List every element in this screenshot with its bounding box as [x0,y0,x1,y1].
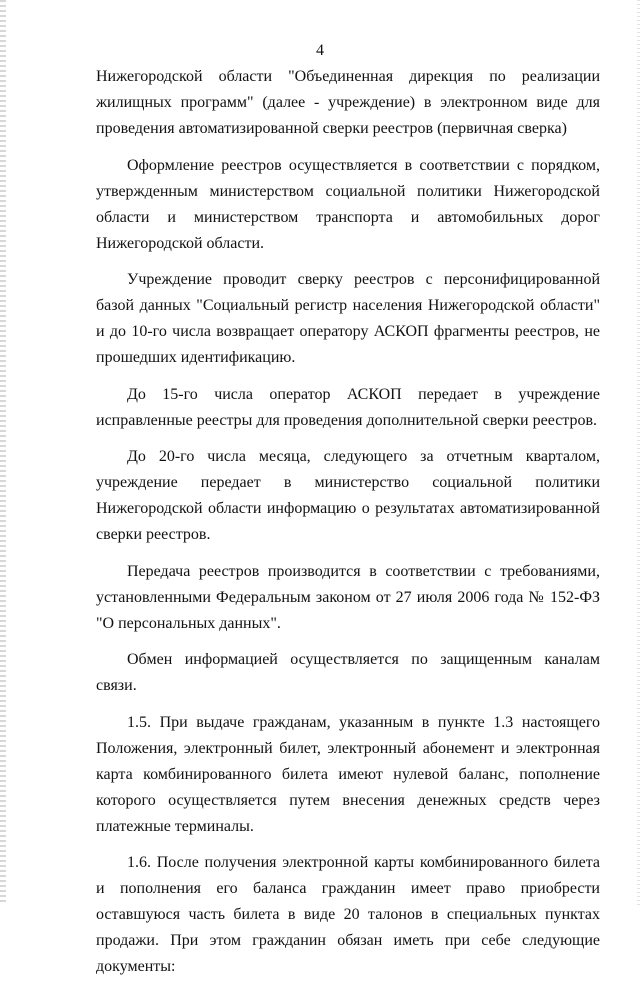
page-number: 4 [316,42,324,59]
scan-edge-left [0,0,6,905]
document-body [96,64,600,991]
paragraph-clause-1-6: 1.6. После получения электронной карты комбинированного билета и пополнения его баланса гражданин имеет право приобрести оставшуюся часть билета в виде 20 талонов в специальных пунктах продажи. При этом гражданин обязан иметь при себе следующие документы: [96,854,600,975]
paragraph: Учреждение проводит сверку реестров с персонифицированной базой данных "Социальный регистр населения Нижегородской области" и до 10-го числа возвращает оператору АСКОП фрагменты реестров, не прошедших идентификацию. [96,271,600,366]
paragraph: До 15-го числа оператор АСКОП передает в учреждение исправленные реестры для проведения дополнительной сверки реестров. [96,385,600,429]
paragraph: До 20-го числа месяца, следующего за отчетным кварталом, учреждение передает в министерство социальной политики Нижегородской области информацию о результатах автоматизированной сверки реестров. [96,448,600,543]
paragraph: Оформление реестров осуществляется в соответствии с порядком, утвержденным министерством социальной политики Нижегородской области и министерством транспорта и автомобильных дорог Нижегородской области. [96,156,600,252]
paragraph-clause-1-5: 1.5. При выдаче гражданам, указанным в пункте 1.3 настоящего Положения, электронный билет, электронный абонемент и электронная карта комбинированного билета имеют нулевой баланс, пополнение которого осуществляется путем внесения денежных средств через платежные терминалы. [96,713,600,835]
paragraph: Обмен информацией осуществляется по защищенным каналам связи. [96,651,600,694]
paragraph: Передача реестров производится в соответствии с требованиями, установленными Федеральным законом от 27 июля 2006 года № 152-ФЗ "О персональных данных". [96,562,600,632]
paragraph-continuation: Нижегородской области "Объединенная дирекция по реализации жилищных программ" (далее - учреждение) в электронном виде для проведения автоматизированной сверки реестров (первичная сверка) [96,68,600,137]
